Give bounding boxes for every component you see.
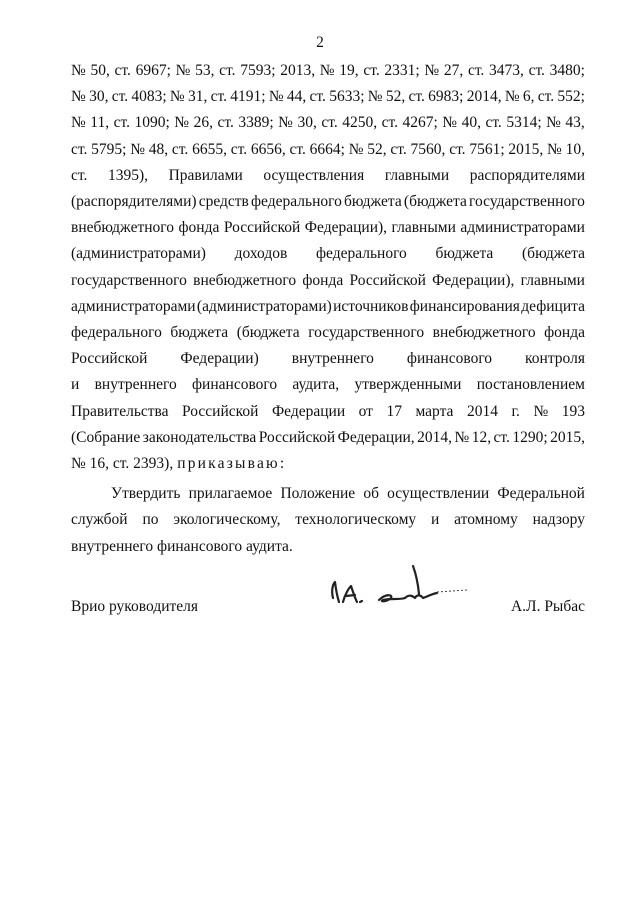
word: № <box>169 88 185 106</box>
word: № <box>175 62 191 79</box>
word: осуществлении <box>387 485 490 503</box>
word: (бюджета <box>522 245 585 263</box>
word: ст. <box>537 88 555 106</box>
text-line <box>71 215 585 241</box>
word: администраторами <box>460 219 585 237</box>
word: ст. <box>381 114 398 132</box>
text-line <box>71 320 585 346</box>
text-line <box>71 241 585 267</box>
word: внебюджетного <box>71 219 174 237</box>
word: 3473, <box>489 62 524 79</box>
text-line <box>71 346 585 372</box>
text-line <box>71 110 585 136</box>
word: и <box>431 511 440 529</box>
word: ст. <box>71 166 88 184</box>
word: 2331; <box>384 62 420 79</box>
word: технологическому <box>295 511 417 529</box>
word: распорядителями <box>469 166 585 184</box>
word: № <box>71 114 86 132</box>
word: 30, <box>297 114 317 132</box>
word: 53, <box>195 62 215 79</box>
word: № <box>174 114 190 132</box>
document-body <box>71 58 585 560</box>
word: 27, <box>443 62 464 79</box>
word: администраторами <box>71 297 196 315</box>
word: ст. <box>485 114 502 132</box>
word: федерального <box>315 245 407 263</box>
word: 3389; <box>238 114 274 132</box>
word: федерального <box>71 324 162 342</box>
word: № <box>533 402 549 420</box>
text-line <box>71 268 585 294</box>
word: Утвердить <box>111 485 181 503</box>
word: государственного <box>469 193 585 211</box>
word: 17 <box>386 402 402 420</box>
signer-name: А.Л. Рыбас <box>510 598 585 615</box>
word: 193 <box>561 402 585 420</box>
word: (бюджета <box>403 193 467 211</box>
word: 2014, <box>466 88 502 106</box>
word: 6656, <box>250 140 286 158</box>
word: ст. <box>217 114 234 132</box>
word: 6655, <box>192 140 227 158</box>
signature-block <box>71 592 585 622</box>
handwritten-signature <box>321 564 481 624</box>
word: 48, <box>148 140 169 158</box>
word: ст. <box>363 62 380 79</box>
word: фонда <box>544 324 585 342</box>
word: 30, <box>89 88 109 106</box>
text-line <box>71 481 585 507</box>
word: 2015, <box>550 428 585 446</box>
word: по <box>142 511 159 529</box>
word: внутреннего <box>94 376 177 394</box>
word: ст. <box>321 114 338 132</box>
word: ст. <box>493 428 510 446</box>
word: (администраторами) <box>71 245 206 263</box>
word: № <box>442 114 458 132</box>
word: Российской <box>182 402 259 420</box>
word: Российской <box>349 271 426 289</box>
word: 7561; <box>469 140 505 158</box>
word: 3480; <box>549 62 585 79</box>
order-last-line-text: внутреннего финансового аудита. <box>71 537 293 555</box>
word: доходов <box>234 245 288 263</box>
word: ст. <box>219 62 236 79</box>
text-line <box>71 425 585 451</box>
word: 12, <box>471 428 492 446</box>
word: 2014 <box>466 402 498 420</box>
word: ст. <box>309 88 326 106</box>
word: № <box>367 88 383 106</box>
word: бюджета <box>170 324 229 342</box>
word: ст. <box>71 140 88 158</box>
order-paragraph <box>71 481 585 533</box>
order-last-line <box>71 534 585 560</box>
word: (Собрание <box>71 428 141 446</box>
page-number: 2 <box>316 34 324 51</box>
preamble-paragraph <box>71 58 585 451</box>
preamble-last-line-text: № 16, ст. 2393), <box>71 455 174 473</box>
word: 6967; <box>135 62 171 79</box>
word: марта <box>415 402 454 420</box>
word: 40, <box>461 114 481 132</box>
word: финансового <box>192 376 278 394</box>
word: 5314; <box>506 114 542 132</box>
word: № <box>348 140 364 158</box>
word: 26, <box>193 114 213 132</box>
word: 5633; <box>329 88 365 106</box>
word: 1395), <box>107 166 149 184</box>
word: ст. <box>467 62 485 79</box>
text-line <box>71 294 585 320</box>
word: 44, <box>286 88 307 106</box>
word: ст. <box>210 88 227 106</box>
word: Федерации) <box>180 350 259 368</box>
text-line <box>71 399 585 425</box>
word: от <box>358 402 373 420</box>
word: источников <box>333 297 409 315</box>
word: ст. <box>528 62 545 79</box>
word: ст. <box>408 88 425 106</box>
word: 52, <box>367 140 387 158</box>
word: Федеральной <box>497 485 585 503</box>
word: № <box>424 62 440 79</box>
word: бюджета <box>435 245 494 263</box>
word: № <box>319 62 335 79</box>
word: № <box>278 114 293 132</box>
word: Российской <box>71 350 148 368</box>
word: 31, <box>187 88 208 106</box>
word: ст. <box>449 140 466 158</box>
word: ст. <box>111 88 129 106</box>
word: постановлением <box>476 376 585 394</box>
word: 1290; <box>512 428 548 446</box>
word: № <box>547 140 562 158</box>
word: Российской <box>258 428 336 446</box>
word: ст. <box>113 114 130 132</box>
word: 2014, <box>417 428 452 446</box>
word: и <box>71 376 80 394</box>
text-line <box>71 507 585 533</box>
word: (распорядителями) <box>71 193 197 211</box>
word: ст. <box>289 140 306 158</box>
word: ст. <box>230 140 248 158</box>
preamble-last-line <box>71 451 585 477</box>
word: 4267; <box>402 114 438 132</box>
word: Правительства <box>71 402 169 420</box>
text-line <box>71 58 585 84</box>
word: утвержденными <box>354 376 462 394</box>
word: 4191; <box>230 88 266 106</box>
word: 10, <box>565 140 585 158</box>
word: Правилами <box>168 166 243 184</box>
word: № <box>130 140 146 158</box>
word: бюджета <box>343 193 402 211</box>
word: 43, <box>565 114 585 132</box>
word: прилагаемое <box>188 485 273 503</box>
word: 50, <box>90 62 110 79</box>
word: 4250, <box>342 114 378 132</box>
word: № <box>504 88 520 106</box>
word: 5795; <box>91 140 127 158</box>
word: службой <box>71 511 128 529</box>
word: (администраторами) <box>196 297 332 315</box>
word: государственного <box>308 324 425 342</box>
word: дефицита <box>521 297 585 315</box>
word: законодательства <box>142 428 257 446</box>
word: № <box>268 88 284 106</box>
word: аудита, <box>292 376 340 394</box>
word: 1090; <box>134 114 170 132</box>
word: фонда <box>178 219 220 237</box>
word: федерального <box>251 193 342 211</box>
word: Федерации <box>271 402 346 420</box>
signer-title: Врио руководителя <box>71 598 199 615</box>
word: Положение <box>280 485 356 503</box>
word: внебюджетного <box>432 324 536 342</box>
word: № <box>71 88 86 106</box>
word: Федерации), <box>304 219 388 237</box>
word: Федерации), <box>432 271 515 289</box>
word: (бюджета <box>236 324 300 342</box>
word: финансового <box>406 350 493 368</box>
word: осуществления <box>263 166 365 184</box>
word: финансирования <box>409 297 520 315</box>
word: экологическому, <box>173 511 281 529</box>
word: внебюджетного <box>193 271 297 289</box>
word: главными <box>391 219 456 237</box>
word: 52, <box>385 88 406 106</box>
word: об <box>363 485 379 503</box>
word: внутреннего <box>291 350 374 368</box>
order-word: приказываю: <box>177 455 287 473</box>
word: г. <box>511 402 520 420</box>
word: 2013, <box>280 62 316 79</box>
word: 19, <box>339 62 359 79</box>
word: главными <box>384 166 450 184</box>
text-line <box>71 372 585 398</box>
word: № <box>71 62 86 79</box>
text-line <box>71 84 585 110</box>
word: ст. <box>171 140 189 158</box>
word: средств <box>198 193 249 211</box>
word: 7593; <box>240 62 276 79</box>
word: атомному <box>454 511 518 529</box>
word: 6664; <box>309 140 345 158</box>
word: ст. <box>390 140 407 158</box>
word: 6983; <box>428 88 464 106</box>
text-line <box>71 163 585 189</box>
word: надзору <box>532 511 585 529</box>
word: главными <box>520 271 585 289</box>
word: 2015, <box>508 140 544 158</box>
word: 6, <box>522 88 535 106</box>
word: 552; <box>557 88 585 106</box>
word: 7560, <box>410 140 446 158</box>
word: Российской <box>223 219 301 237</box>
text-line <box>71 189 585 215</box>
word: фонда <box>302 271 344 289</box>
word: 4083; <box>131 88 167 106</box>
word: № <box>454 428 470 446</box>
word: № <box>546 114 561 132</box>
word: Федерации, <box>337 428 415 446</box>
word: ст. <box>114 62 131 79</box>
text-line <box>71 137 585 163</box>
word: 11, <box>90 114 110 132</box>
word: государственного <box>71 271 187 289</box>
word: контроля <box>525 350 585 368</box>
